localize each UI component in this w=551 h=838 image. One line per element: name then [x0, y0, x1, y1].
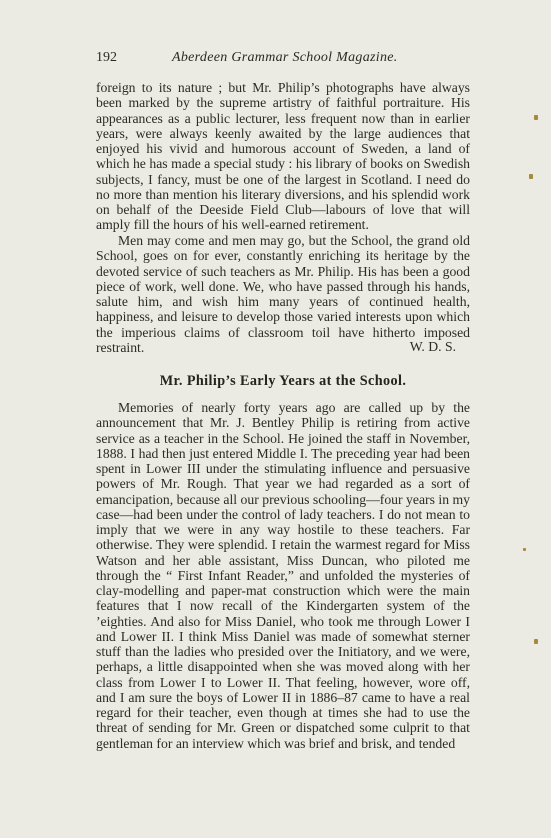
margin-mark: [534, 115, 538, 120]
section-heading: Mr. Philip’s Early Years at the School.: [159, 373, 407, 389]
margin-mark: [523, 548, 526, 551]
author-signature: W. D. S.: [409, 339, 456, 354]
paragraph-text: Men may come and men may go, but the School, the grand old School, goes on for ever, constantly enriching its heritage by the devoted service of such teachers as Mr. Philip. His has been a good piece of work, well done. We, who have passed through his hands, salute him, and wish him many years of continued health, happiness, and leisure to develop those varied interests upon which the imperious claims of classroom toil have hitherto imposed restraint.: [96, 233, 470, 355]
section-paragraph-1: [96, 400, 470, 751]
running-title: Aberdeen Grammar School Magazine.: [172, 50, 398, 65]
margin-mark: [529, 174, 533, 179]
running-header: [96, 50, 476, 68]
margin-mark: [534, 639, 538, 644]
page-number: 192: [96, 50, 117, 65]
paragraph-text: foreign to its nature ; but Mr. Philip’s photographs have always been marked by the supreme artistry of faithful portraiture. His appearances as a public lecturer, less frequent now than in earlier years, were always keenly awaited by the large audiences that enjoyed his vivid and humorous account of Sweden, a land of which he has made a special study : his library of books on Swedish subjects, I fancy, must be one of the largest in Scotland. I need do no more than mention his literary diversions, and his splendid work on behalf of the Deeside Field Club—labours of love that will amply fill the hours of his well-earned retirement.: [96, 80, 470, 233]
article-paragraph-1: [96, 80, 470, 233]
article-paragraph-2: [96, 233, 470, 355]
paragraph-text: Memories of nearly forty years ago are called up by the announcement that Mr. J. Bentley Philip is retiring from active service as a teacher in the School. He joined the staff in November, 1888. I had then just entered Middle I. The preceding year had been spent in Lower III under the stimulating influence and persuasive powers of Mr. Rough. That year we had regarded as a sort of emancipation, because all our previous schooling—four years in my case—had been under the control of lady teachers. I do not mean to imply that we were in any way hostile to these teachers. Far otherwise. They were splendid. I retain the warmest regard for Miss Watson and her able assistant, Miss Duncan, who piloted me through the “ First Infant Reader,” and unfolded the mysteries of clay-modelling and paper-mat construction which were the main features that I now recall of the Kindergarten system of the ’eighties. And also for Miss Daniel, who took me through Lower I and Lower II. I think Miss Daniel was made of somewhat sterner stuff than the ladies who presided over the Initiatory, and we were, perhaps, a little disappointed when she was moved along with her class from Lower I to Lower II. That feeling, however, wore off, and I am sure the boys of Lower II in 1886–87 came to have a real regard for their teacher, even though at times she had to use the threat of sending for Mr. Green or dispatched some culprit to that gentleman for an interview which was brief and brisk, and tended: [96, 400, 470, 751]
